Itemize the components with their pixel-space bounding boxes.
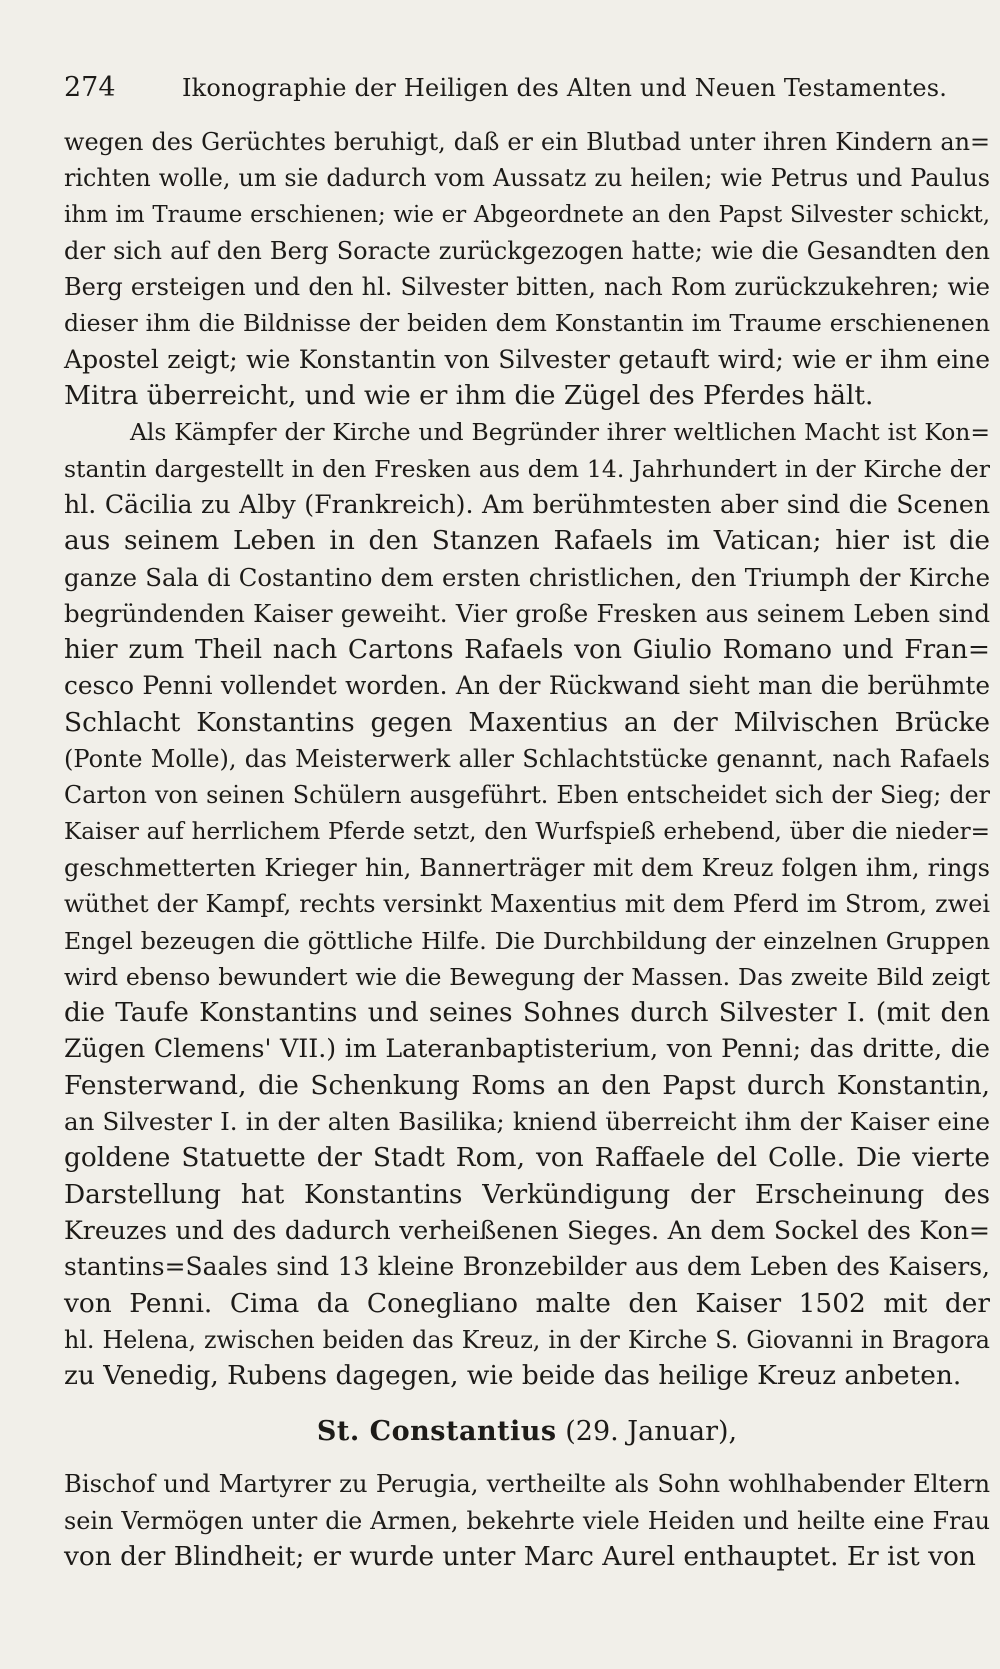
text-line: stantin dargestellt in den Fresken aus dem 14. Jahrhundert in der Kirche der <box>64 454 990 483</box>
page-header <box>64 72 990 116</box>
text-line: hier zum Theil nach Cartons Rafaels von Giulio Romano und Fran= <box>64 634 990 666</box>
section-text <box>64 1466 990 1575</box>
text-line: Bischof und Martyrer zu Perugia, vertheilte als Sohn wohlhabender Eltern <box>64 1469 990 1499</box>
text-line: von der Blindheit; er wurde unter Marc Aurel enthauptet. Er ist von <box>64 1540 976 1572</box>
text-line: Zügen Clemens' VII.) im Lateranbaptisterium, von Penni; das dritte, die <box>64 1034 990 1064</box>
text-line: begründenden Kaiser geweiht. Vier große Fresken aus seinem Leben sind <box>64 598 990 628</box>
text-line: Apostel zeigt; wie Konstantin von Silvester getauft wird; wie er ihm eine <box>64 344 990 374</box>
text-line: wird ebenso bewundert wie die Bewegung der Massen. Das zweite Bild zeigt <box>64 962 990 991</box>
text-line: Mitra überreicht, und wie er ihm die Zügel des Pferdes hält. <box>64 380 874 412</box>
text-line: Als Kämpfer der Kirche und Begründer ihrer weltlichen Macht ist Kon= <box>130 418 990 447</box>
feast-date: (29. Januar), <box>565 1416 738 1448</box>
text-line: dieser ihm die Bildnisse der beiden dem Konstantin im Traume erschienenen <box>64 309 990 338</box>
text-line: cesco Penni vollendet worden. An der Rückwand sieht man die berühmte <box>64 671 990 701</box>
text-line: geschmetterten Krieger hin, Bannerträger mit dem Kreuz folgen ihm, rings <box>64 853 990 882</box>
text-line: Berg ersteigen und den hl. Silvester bitten, nach Rom zurückzukehren; wie <box>64 273 990 302</box>
text-line: aus seinem Leben in den Stanzen Rafaels im Vatican; hier ist die <box>64 525 990 557</box>
text-line: hl. Helena, zwischen beiden das Kreuz, in der Kirche S. Giovanni in Bragora <box>64 1325 990 1354</box>
text-line: richten wolle, um sie dadurch vom Aussatz zu heilen; wie Petrus und Paulus <box>64 164 990 193</box>
text-line: die Taufe Konstantins und seines Sohnes durch Silvester I. (mit den <box>64 997 990 1029</box>
text-line: stantins=Saales sind 13 kleine Bronzebilder aus dem Leben des Kaisers, <box>64 1252 990 1282</box>
saint-name: St. Constantius <box>316 1416 557 1448</box>
page-number: 274 <box>64 72 116 103</box>
section-heading <box>64 1416 990 1460</box>
text-line: Engel bezeugen die göttliche Hilfe. Die Durchbildung der einzelnen Gruppen <box>64 926 990 955</box>
text-line: Kaiser auf herrlichem Pferde setzt, den Wurfspieß erhebend, über die nieder= <box>64 818 990 845</box>
text-line: Schlacht Konstantins gegen Maxentius an der Milvischen Brücke <box>64 706 990 738</box>
main-text <box>64 124 990 1394</box>
text-line: Kreuzes und des dadurch verheißenen Sieges. An dem Sockel des Kon= <box>64 1215 990 1245</box>
text-line: goldene Statuette der Stadt Rom, von Raffaele del Colle. Die vierte <box>64 1142 990 1174</box>
text-line: Carton von seinen Schülern ausgeführt. Eben entscheidet sich der Sieg; der <box>64 781 990 810</box>
text-line: wüthet der Kampf, rechts versinkt Maxentius mit dem Pferd im Strom, zwei <box>64 890 990 919</box>
text-line: Darstellung hat Konstantins Verkündigung der Erscheinung des <box>64 1178 990 1210</box>
text-line: ihm im Traume erschienen; wie er Abgeordnete an den Papst Silvester schickt, <box>64 201 990 228</box>
text-line: zu Venedig, Rubens dagegen, wie beide das heilige Kreuz anbeten. <box>64 1360 962 1392</box>
text-line: wegen des Gerüchtes beruhigt, daß er ein Blutbad unter ihren Kindern an= <box>64 128 990 156</box>
text-line: Fensterwand, die Schenkung Roms an den Papst durch Konstantin, <box>64 1069 990 1101</box>
text-line: der sich auf den Berg Soracte zurückgezogen hatte; wie die Gesandten den <box>64 236 990 265</box>
text-line: ganze Sala di Costantino dem ersten christlichen, den Triumph der Kirche <box>64 562 990 592</box>
text-line: (Ponte Molle), das Meisterwerk aller Schlachtstücke genannt, nach Rafaels <box>64 745 990 774</box>
text-line: an Silvester I. in der alten Basilika; kniend überreicht ihm der Kaiser eine <box>64 1107 990 1137</box>
text-line: hl. Cäcilia zu Alby (Frankreich). Am berühmtesten aber sind die Scenen <box>64 489 990 519</box>
running-title: Ikonographie der Heiligen des Alten und Neuen Testamentes. <box>182 74 948 102</box>
text-line: sein Vermögen unter die Armen, bekehrte viele Heiden und heilte eine Frau <box>64 1506 990 1535</box>
text-line: von Penni. Cima da Conegliano malte den Kaiser 1502 mit der <box>64 1287 990 1319</box>
